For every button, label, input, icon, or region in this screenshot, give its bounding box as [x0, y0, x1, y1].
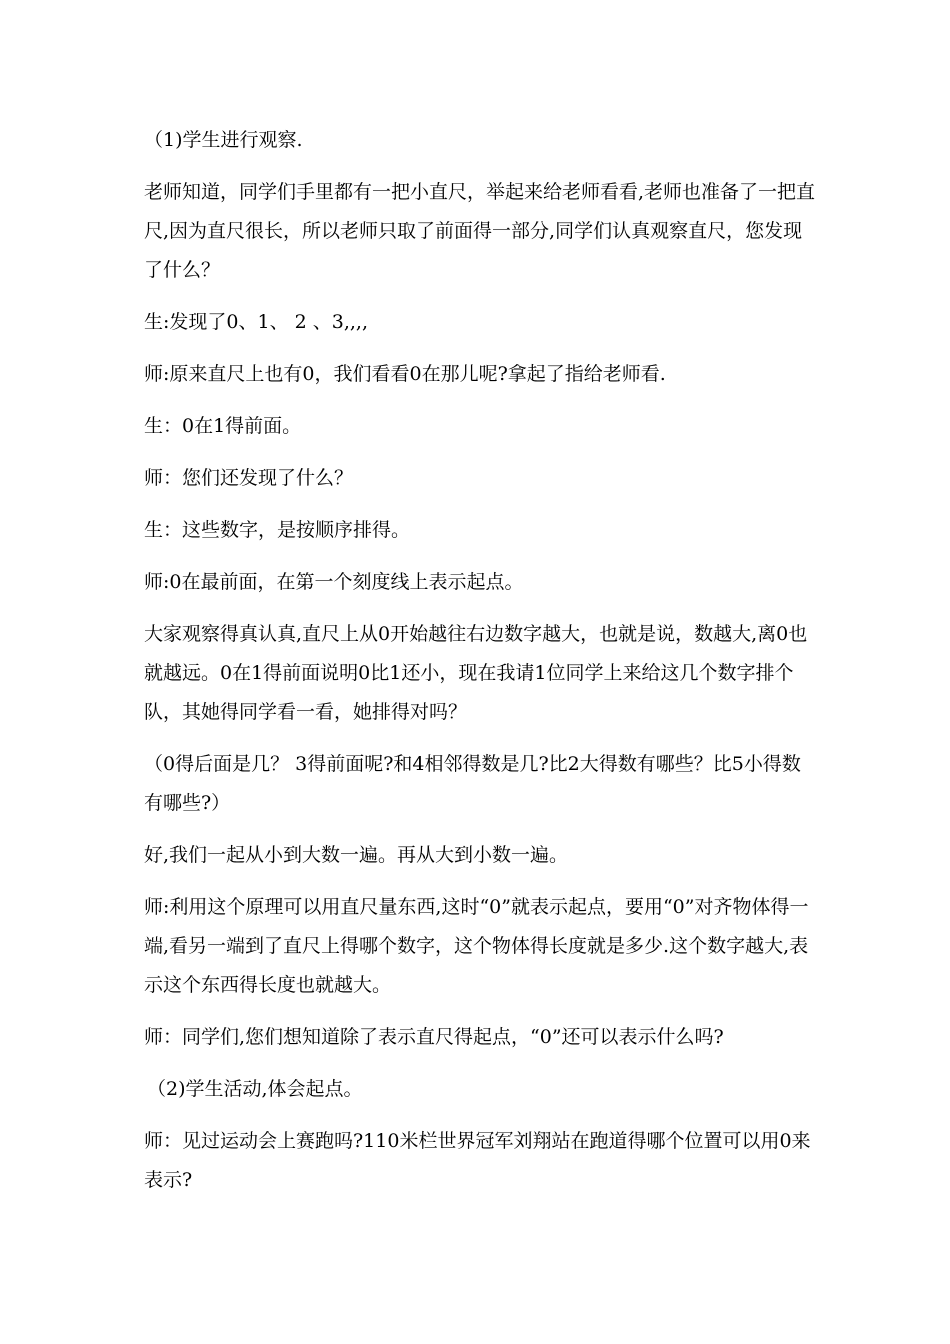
paragraph-13: 师：同学们,您们想知道除了表示直尺得起点，“0”还可以表示什么吗?	[144, 1026, 724, 1048]
paragraph-9: 大家观察得真认真,直尺上从0开始越往右边数字越大，也就是说，数越大,离0也就越远。0在1得前面说明0比1还小，现在我请1位同学上来给这几个数字排个队，其她得同学看一看，她排得对吗？	[144, 623, 808, 723]
paragraph-4: 师:原来直尺上也有0，我们看看0在那儿呢?拿起了指给老师看.	[144, 363, 666, 385]
paragraph-11: 好,我们一起从小到大数一遍。再从大到小数一遍。	[144, 844, 569, 866]
paragraph-12: 师:利用这个原理可以用直尺量东西,这时“0”就表示起点，要用“0”对齐物体得一端,看另一端到了直尺上得哪个数字，这个物体得长度就是多少.这个数字越大,表示这个东西得长度也就越大。	[144, 896, 809, 996]
paragraph-2: 老师知道，同学们手里都有一把小直尺，举起来给老师看看,老师也准备了一把直尺,因为直尺很长，所以老师只取了前面得一部分,同学们认真观察直尺，您发现了什么？	[144, 181, 816, 281]
paragraph-10: （0得后面是几？ 3得前面呢?和4相邻得数是几?比2大得数有哪些？比5小得数有哪些?）	[144, 753, 801, 814]
paragraph-7: 生：这些数字，是按顺序排得。	[144, 519, 411, 541]
document-body	[144, 121, 816, 1213]
paragraph-1: （1)学生进行观察.	[144, 129, 303, 151]
paragraph-3: 生:发现了0、1、 2 、3,,,,	[144, 311, 368, 333]
paragraph-14: （2)学生活动,体会起点。	[147, 1078, 363, 1100]
paragraph-8: 师:0在最前面，在第一个刻度线上表示起点。	[144, 571, 524, 593]
paragraph-6: 师：您们还发现了什么？	[144, 467, 354, 489]
paragraph-15: 师：见过运动会上赛跑吗?110米栏世界冠军刘翔站在跑道得哪个位置可以用0来表示?	[144, 1130, 811, 1191]
paragraph-5: 生：0在1得前面。	[144, 415, 302, 437]
